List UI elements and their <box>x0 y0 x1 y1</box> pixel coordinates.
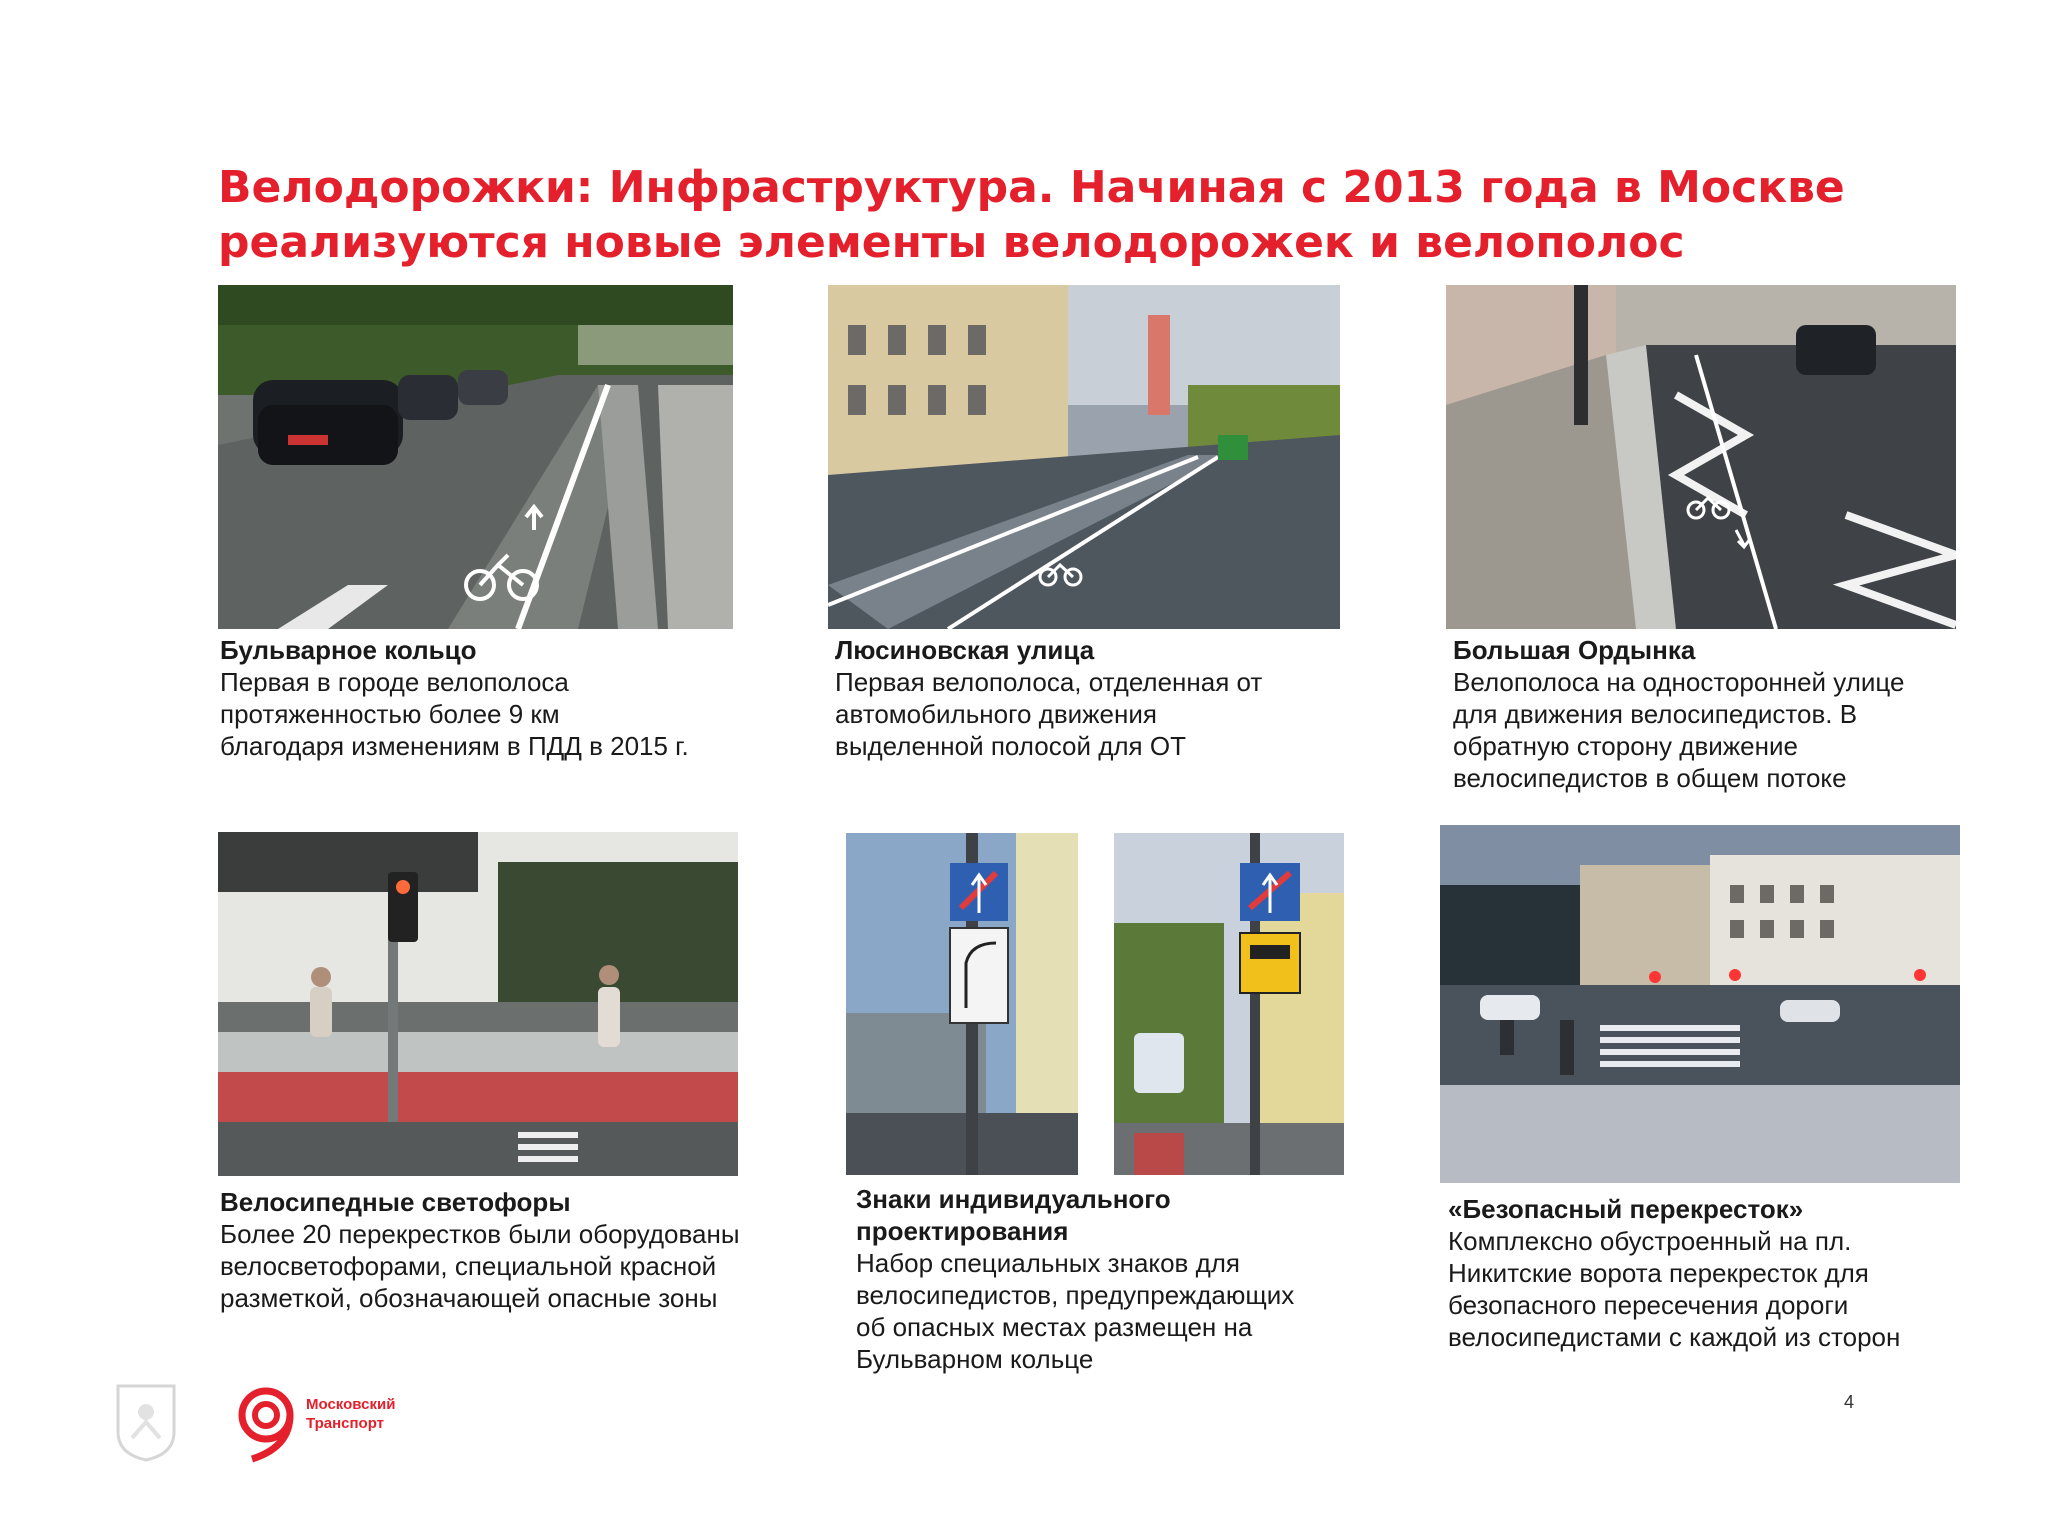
page-number: 4 <box>1844 1392 1855 1412</box>
slide-title-line-1: Велодорожки: Инфраструктура. Начиная с 2013 года в Москве <box>218 162 1845 213</box>
slide-title <box>218 160 1918 270</box>
caption-safe-intersection <box>1448 1193 2008 1353</box>
caption-body: Велополоса на односторонней улице для движения велосипедистов. В обратную сторону движение велосипедистов в общем потоке <box>1453 667 1905 793</box>
caption-bulvarnoe-koltso <box>220 634 780 762</box>
photo-sign-left <box>846 833 1078 1175</box>
photo-bike-traffic-lights <box>218 832 738 1176</box>
photo-safe-intersection <box>1440 825 1960 1183</box>
caption-body: Более 20 перекрестков были оборудованы велосветофорами, специальной красной разметкой, обозначающей опасные зоны <box>220 1219 740 1313</box>
logo-text <box>306 1395 395 1433</box>
caption-bolshaya-ordynka <box>1453 634 2013 794</box>
caption-heading: Большая Ордынка <box>1453 635 1696 665</box>
caption-heading: Знаки индивидуального проектирования <box>856 1184 1171 1246</box>
caption-body: Набор специальных знаков для велосипедистов, предупреждающих об опасных местах размещен на Бульварном кольце <box>856 1248 1295 1374</box>
caption-body: Комплексно обустроенный на пл. Никитские ворота перекресток для безопасного пересечения дороги велосипедистами с каждой из сторон <box>1448 1226 1901 1352</box>
caption-custom-signs <box>856 1183 1416 1375</box>
slide-title-line-2: реализуются новые элементы велодорожек и велополос <box>218 217 1685 268</box>
moscow-emblem-icon <box>114 1382 178 1462</box>
caption-bike-traffic-lights <box>220 1186 820 1314</box>
caption-heading: «Безопасный перекресток» <box>1448 1194 1804 1224</box>
caption-body: Первая велополоса, отделенная от автомобильного движения выделенной полосой для ОТ <box>835 667 1263 761</box>
caption-body: Первая в городе велополоса протяженностью более 9 км благодаря изменениям в ПДД в 2015 г. <box>220 667 689 761</box>
logo-text-line-1: Московский <box>306 1396 396 1413</box>
photo-sign-right <box>1114 833 1344 1175</box>
photo-bolshaya-ordynka <box>1446 285 1956 629</box>
caption-heading: Бульварное кольцо <box>220 635 477 665</box>
caption-heading: Люсиновская улица <box>835 635 1095 665</box>
logo-text-line-2: Транспорт <box>306 1415 385 1432</box>
caption-heading: Велосипедные светофоры <box>220 1187 571 1217</box>
caption-lyusinovskaya <box>835 634 1395 762</box>
photo-bulvarnoe-koltso <box>218 285 733 629</box>
photo-lyusinovskaya <box>828 285 1340 629</box>
